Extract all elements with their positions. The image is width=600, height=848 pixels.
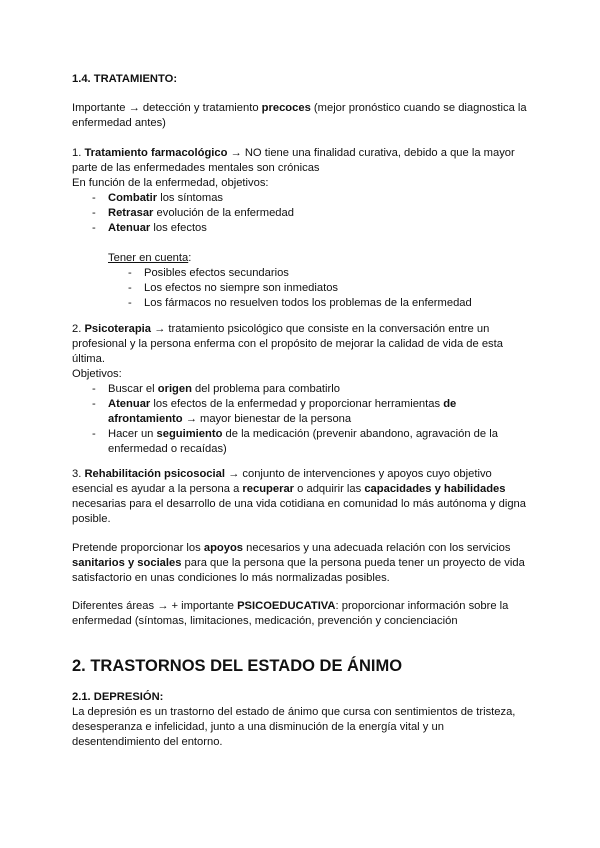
section-heading-tratamiento: 1.4. TRATAMIENTO: [72,73,178,85]
section-heading-trastornos: 2. TRASTORNOS DEL ESTADO DE ÁNIMO [72,657,403,675]
psicoterapia-paragraph: 2. Psicoterapia → tratamiento psicológico que consiste en la conversación entre un profesional y la persona enferma con el propósito de mejorar la calidad de vida de esta última. [72,323,503,365]
farmacologico-block [72,146,532,311]
farmacologico-paragraph: 1. Tratamiento farmacológico → NO tiene una finalidad curativa, debido a que la mayor parte de las enfermedades mentales son crónicas [72,147,515,174]
psicoterapia-objectives-list [72,382,532,457]
depresion-paragraph: La depresión es un trastorno del estado de ánimo que cursa con sentimientos de tristeza, desesperanza e infelicidad, junto a una disminución de la energía vital y un desentendimiento del entorno. [72,706,516,748]
psicoterapia-block [72,322,532,457]
list-item: - Buscar el origen del problema para combatirlo [72,382,532,397]
objetivos-label: Objetivos: [72,368,122,380]
farmacologico-objectives-list [72,191,532,236]
list-item: - Los efectos no siempre son inmediatos [72,281,532,296]
tener-en-cuenta-label: Tener en cuenta: [108,252,192,264]
tener-en-cuenta-list [72,266,532,311]
list-item: - Los fármacos no resuelven todos los problemas de la enfermedad [72,296,532,311]
list-item: - Retrasar evolución de la enfermedad [72,206,532,221]
areas-paragraph: Diferentes áreas → + importante PSICOEDUCATIVA: proporcionar información sobre la enfermedad (síntomas, limitaciones, medicación, prevención y concienciación [72,600,509,627]
list-item: - Hacer un seguimiento de la medicación (prevenir abandono, agravación de la enfermedad o recaídas) [72,427,532,457]
list-item: - Combatir los síntomas [72,191,532,206]
subsection-heading-depresion: 2.1. DEPRESIÓN: [72,691,164,703]
list-item: - Posibles efectos secundarios [72,266,532,281]
rehabilitacion-paragraph: 3. Rehabilitación psicosocial → conjunto de intervenciones y apoyos cuyo objetivo esencial es ayudar a la persona a recuperar o adquirir las capacidades y habilidades necesarias para el desarrollo de una vida cotidiana en comunidad lo más autónoma y digna posible. [72,468,527,525]
list-item: - Atenuar los efectos [72,221,532,236]
objetivos-intro: En función de la enfermedad, objetivos: [72,177,269,189]
list-item: - Atenuar los efectos de la enfermedad y proporcionar herramientas de afrontamiento → mayor bienestar de la persona [72,397,532,427]
pretende-paragraph: Pretende proporcionar los apoyos necesarios y una adecuada relación con los servicios sanitarios y sociales para que la persona que la persona pueda tener un proyecto de vida satisfactorio en unas condiciones lo más normalizadas posibles. [72,542,525,584]
intro-paragraph: Importante → detección y tratamiento precoces (mejor pronóstico cuando se diagnostica la enfermedad antes) [72,102,527,129]
